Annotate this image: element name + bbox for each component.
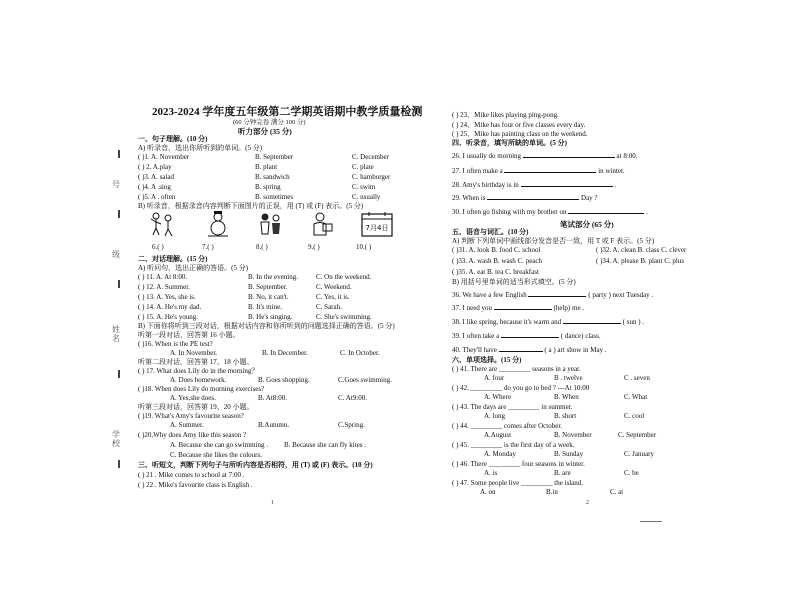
option-c: C. In October. (340, 349, 380, 357)
blank-suffix: ( dance) class. (560, 332, 601, 340)
question-number: ( )5. A . often (138, 193, 176, 201)
option-a: A. on (480, 488, 496, 496)
section-heading: 五、语音与词汇。(10 分) (452, 228, 529, 236)
option-b: B. When (554, 393, 579, 401)
picture-row (146, 210, 394, 240)
fill-item (452, 166, 625, 175)
binding-label: 级 (112, 250, 120, 259)
blank-suffix: (help) me . (553, 304, 585, 312)
snowman-picture (204, 210, 232, 238)
section-subheading: B) 听录音，根据录音内容判断下面图片的正误，用 (T) 或 (F) 表示。(5 分) (138, 202, 364, 210)
children-picture (256, 210, 284, 238)
true-false-item: ( ) 25、Mike has painting class on the weekend. (452, 130, 588, 138)
answer-blank[interactable] (523, 151, 615, 158)
option-b: B. In December. (262, 349, 308, 357)
question-text: ( )16. When is the PE test? (138, 340, 213, 348)
picture-question: 9.( ) (308, 243, 320, 251)
calendar-date: 7月4日 (365, 224, 389, 232)
option-c: C. at (610, 488, 624, 496)
answer-blank[interactable] (521, 180, 613, 187)
question-text: ( )20.Why does Amy like this season ? (138, 431, 247, 439)
option-c: C. December (352, 153, 389, 161)
question-text: ( ) 44. _________ comes after October. (452, 422, 563, 430)
question-number: ( ) 2. A.play (138, 163, 172, 171)
blank-prefix: 39. I often take a (452, 332, 500, 340)
answer-blank[interactable] (504, 166, 596, 173)
option-a: A. Summer. (170, 421, 204, 429)
question-number: ( ) 15. A. He's young. (138, 313, 198, 321)
blank-prefix: 36. We have a few English (452, 291, 527, 299)
blank-item (452, 303, 584, 312)
blank-prefix: 37. I need you (452, 304, 493, 312)
question-text: ( ) 46. There _________ four seasons in winter. (452, 460, 585, 468)
option-b: B. Sunday (554, 450, 584, 458)
option-a: A. Because she can go swimming . (170, 441, 268, 449)
blank-suffix: ( party ) next Tuesday . (588, 291, 654, 299)
answer-blank[interactable] (563, 317, 621, 324)
section-subheading: A) 判断下列单词中画线部分发音是否一致，用 T 或 F 表示。(5 分) (452, 237, 655, 245)
true-false-item: ( ) 21 . Mike comes to school at 7:00 . (138, 471, 245, 479)
binding-tick (118, 150, 120, 158)
option-c: C. Because she likes the colours. (170, 451, 262, 459)
option-c: C. At9:00. (338, 394, 367, 402)
question-number: ( ) 14. A. He's my dad. (138, 303, 202, 311)
option-b: B . twelve (554, 374, 583, 382)
fill-prefix: 28. Amy's birthday is in (452, 181, 519, 189)
question-text: ( ) 43. The days are _________ in summer. (452, 403, 573, 411)
section-subheading: B) 用括号里单词的适当形式填空。(5 分) (452, 278, 576, 286)
question-text: ( ) 17. What does Lily do in the morning？ (138, 367, 259, 375)
option-b: B.Autumn. (258, 421, 290, 429)
kids-playing-picture (148, 210, 176, 238)
blank-item (452, 345, 607, 354)
option-b: B. September. (248, 283, 288, 291)
question-text: ( ) 47. Some people live _________ the island. (452, 479, 584, 487)
exam-subtitle: (60 分钟完卷 满分 100 分) (233, 119, 306, 126)
option-c: C. cool (624, 412, 645, 420)
corner-mark (640, 521, 662, 522)
option-b: B. September (255, 153, 294, 161)
true-false-item: ( ) 22 . Mike's favourite class is English . (138, 481, 253, 489)
binding-tick (118, 210, 120, 218)
question-text: ( )19. What's Amy's favourite season? (138, 412, 244, 420)
written-part-title: 笔试部分 (65 分) (560, 220, 614, 229)
dialog-instruction: 听第一段对话，回答第 16 小题。 (138, 331, 240, 339)
question-text: ( )18. When does Lily do morning exercises? (138, 385, 265, 393)
answer-blank[interactable] (568, 207, 644, 214)
option-c: C. On the weekend. (316, 273, 372, 281)
fill-item (452, 193, 598, 202)
section-heading: 四、听录音，填写所缺的单词。(5 分) (452, 139, 567, 147)
option-c: C. plate (352, 163, 374, 171)
option-b: B. plant (255, 163, 278, 171)
option-c: C.Spring. (338, 421, 365, 429)
section-subheading: A) 听问句，选出正确的答语。(5 分) (138, 264, 249, 272)
blank-suffix: ( a ) art show in May . (544, 346, 607, 354)
dialog-instruction: 听第二段对话，回答第 17、18 小题。 (138, 358, 254, 366)
fill-suffix: at 8:00. (616, 152, 638, 160)
fill-prefix: 27. I often make a (452, 167, 503, 175)
option-a: A. Where (484, 393, 512, 401)
answer-blank[interactable] (499, 345, 543, 352)
option-c: C. September (618, 431, 657, 439)
blank-suffix: ( sun ) . (622, 318, 645, 326)
question-number: ( ) 12. A. Summer. (138, 283, 190, 291)
section-heading: 一、句子理解。(10 分) (138, 135, 208, 143)
option-c: C. swim (352, 183, 376, 191)
question-number: ( ) 13. A. Yes, she is. (138, 293, 196, 301)
fill-item (452, 207, 648, 216)
dialog-instruction: 听第三段对话，回答第 19、20 小题。 (138, 403, 254, 411)
phonics-item: ( )34. A. please B. plant C. plus (596, 257, 685, 265)
blank-item (452, 331, 601, 340)
fill-suffix: in winter. (598, 167, 625, 175)
binding-tick (118, 280, 120, 288)
page-number: 2 (586, 500, 589, 506)
section-subheading: B) 下面你将听到三段对话，根据对话内容和你所听到的问题选择正确的答语。(5 分) (138, 322, 395, 330)
answer-blank[interactable] (528, 290, 586, 297)
option-a: A. Yes,she does. (170, 394, 216, 402)
picture-question: 8.( ) (256, 243, 268, 251)
person-reading-picture (308, 210, 336, 238)
question-number: ( ) 11. A. At 8:00. (138, 273, 188, 281)
option-b: B. He's singing. (248, 313, 293, 321)
section-heading: 二、对话理解。(15 分) (138, 255, 208, 263)
option-b: B. No, it can't. (248, 293, 289, 301)
option-b: B. short (554, 412, 577, 420)
option-c: C. Yes, it is. (316, 293, 350, 301)
answer-blank[interactable] (494, 303, 552, 310)
binding-tick (118, 370, 120, 378)
option-a: A. is (484, 469, 498, 477)
option-b: B. Because she can fly kites . (284, 441, 367, 449)
phonics-item: ( )31. A. look B. food C. school (452, 246, 541, 254)
blank-item (452, 317, 644, 326)
answer-blank[interactable] (501, 331, 559, 338)
option-a: A. four (484, 374, 505, 382)
option-b: B. sandwich (255, 173, 290, 181)
option-c: C. Weekend. (316, 283, 352, 291)
option-b: B. Goes shopping. (258, 376, 310, 384)
exam-title: 2023-2024 学年度五年级第二学期英语期中教学质量检测 (152, 106, 423, 118)
phonics-item: ( )35. A. eat B. tea C. breakfast (452, 268, 539, 276)
option-c: C. What (624, 393, 648, 401)
fill-item (452, 151, 638, 160)
option-a: A. Does homework. (170, 376, 227, 384)
answer-blank[interactable] (487, 193, 579, 200)
option-b: B. In the evening. (248, 273, 298, 281)
question-number: ( )3. A. salad (138, 173, 174, 181)
option-a: A. Monday (484, 450, 516, 458)
question-text: ( ) 42. _________ do you go to bed ? ---At 10:00 (452, 384, 590, 392)
question-text: ( ) 41. There are _________ seasons in a year. (452, 365, 581, 373)
question-number: ( )4. A .sing (138, 183, 171, 191)
option-c: C . seven (624, 374, 650, 382)
blank-prefix: 40. They'll have (452, 346, 497, 354)
option-c: C. January (624, 450, 654, 458)
option-b: B. At8:00. (258, 394, 287, 402)
option-c: C. be (624, 469, 639, 477)
picture-question: 7.( ) (202, 243, 214, 251)
option-c: C. usually (352, 193, 381, 201)
option-b: B. are (554, 469, 571, 477)
calendar-picture (360, 210, 394, 238)
fill-suffix: . (646, 208, 648, 216)
option-b: B. It's mine. (248, 303, 282, 311)
fill-prefix: 29. When is (452, 194, 486, 202)
option-a: A. long (484, 412, 505, 420)
section-subheading: A) 听录音，选出你所听到的单词。(5 分) (138, 144, 263, 152)
section-heading: 六、单项选择。(15 分) (452, 356, 522, 364)
option-c: C. hamburger (352, 173, 391, 181)
binding-margin (112, 150, 132, 470)
listening-part-title: 听力部分 (35 分) (238, 127, 292, 136)
option-a: A.August (484, 431, 512, 439)
page-number: 1 (271, 500, 274, 506)
option-c: C.Goes swimming. (338, 376, 392, 384)
option-a: A. In November. (170, 349, 218, 357)
question-number: ( )1. A. November (138, 153, 190, 161)
fill-suffix: Day ? (581, 194, 598, 202)
phonics-item: ( )32. A. clean B. class C. clever (596, 246, 687, 254)
blank-item (452, 290, 653, 299)
question-text: ( ) 45. _________ is the first day of a week. (452, 441, 575, 449)
true-false-item: ( ) 23、Mike likes playing ping-pong. (452, 111, 559, 119)
picture-question: 10.( ) (356, 243, 372, 251)
binding-label: 学校 (112, 430, 120, 448)
picture-question: 6.( ) (152, 243, 164, 251)
option-b: B. November (554, 431, 592, 439)
true-false-item: ( ) 24、Mike has four or five classes every day. (452, 121, 586, 129)
binding-tick (118, 460, 120, 468)
section-heading: 三、听短文，判断下列句子与所听内容是否相符，用 (T) 或 (F) 表示。(10 分) (138, 461, 373, 469)
blank-prefix: 38. I like spring, because it's warm and (452, 318, 562, 326)
fill-suffix: . (614, 181, 617, 189)
option-b: B.in (546, 488, 558, 496)
option-b: B. sometimes (255, 193, 294, 201)
fill-prefix: 30. I often go fishing with my brother on (452, 208, 567, 216)
fill-prefix: 26. I usually do morning (452, 152, 522, 160)
fill-item (452, 180, 616, 189)
binding-label: 姓名 (112, 325, 120, 343)
option-b: B. spring (255, 183, 281, 191)
option-c: C. She's swimming. (316, 313, 372, 321)
binding-label: 号 (112, 180, 120, 189)
phonics-item: ( )33. A. wash B. wash C. peach (452, 257, 543, 265)
option-c: C. Sarah. (316, 303, 342, 311)
